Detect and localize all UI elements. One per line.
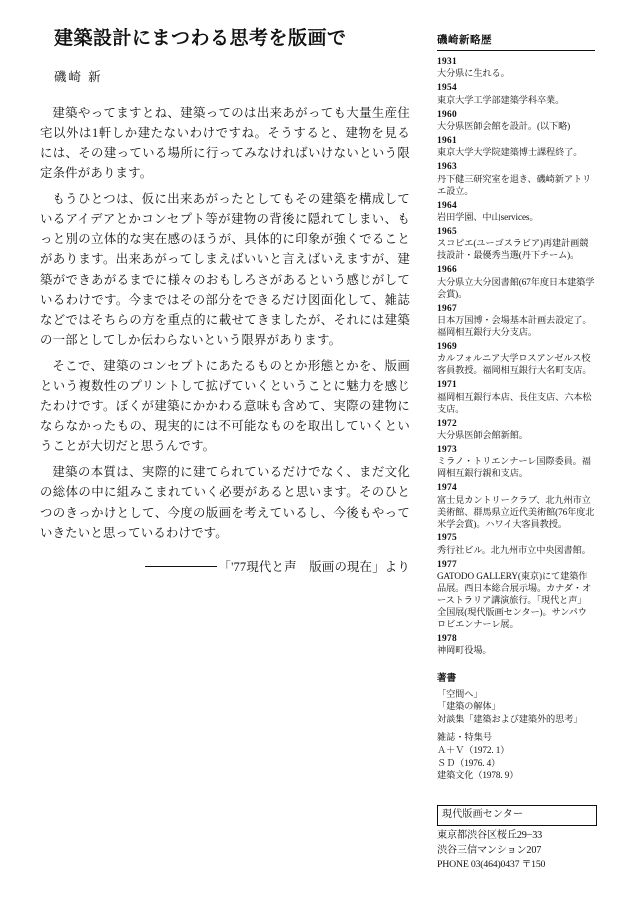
profile-column [437,34,595,782]
chrono-year: 1973 [437,444,457,455]
list-item [437,481,595,530]
chrono-text: ミラノ・トリエンナーレ国際委員。福岡相互銀行親和支店。 [437,456,591,479]
chrono-year: 1966 [437,265,457,276]
chrono-year: 1975 [437,533,457,544]
chrono-text: 丹下健三研究室を退き、磯崎新アトリエ設立。 [437,173,592,196]
publisher-name: 現代版画センター [437,805,597,825]
list-item [437,225,595,262]
chrono-text: スコピエ(ユーゴスラビア)再建計画競技設計・最優秀当選(丹下チーム)。 [437,238,589,261]
article-paragraph: 建築やってますとね、建築ってのは出来あがっても大量生産住宅以外は1軒しか建たないわけですね。そうすると、建物を見るには、その建っている場所に行ってみなければいけないという限定条件があります。 [40,105,410,181]
works-item: 対談集「建築および建築外的思考」 [437,713,583,724]
list-item [437,81,595,106]
chrono-text: 富士見カントリークラブ、北九州市立美術館、群馬県立近代美術館(76年度北米学会賞)。ハワイ大客員教授。 [437,494,595,529]
chrono-year: 1965 [437,226,457,237]
chrono-year: 1960 [437,109,457,120]
citation-rule [145,566,217,567]
chrono-year: 1972 [437,418,457,429]
publisher-block [437,805,597,873]
article-column [40,28,410,575]
chrono-year: 1964 [437,200,457,211]
works-item: 「空間へ」 [437,689,483,700]
chrono-year: 1971 [437,380,457,391]
chrono-year: 1961 [437,135,457,146]
list-item [437,340,595,377]
chrono-text: 福岡相互銀行本店、長住支店、六本松支店。 [437,391,592,414]
publisher-address-line-2: 渋谷三信マンション207 [437,844,542,856]
chrono-text: GATODO GALLERY(東京)にて建築作品展。西日本総合展示場。カナダ・オーストラリア講演旅行。「現代と声」全国展(現代版画センター)。サンパウロビエンナーレ展。 [437,571,592,630]
chrono-text: カルフォルニア大学ロスアンゼルス校客員教授。福岡相互銀行大名町支店。 [437,353,592,376]
chrono-text: 大分県医師会館を設計。(以下略) [437,120,571,131]
chrono-year: 1969 [437,341,457,352]
page-title: 建築設計にまつわる思考を版画で [54,28,347,49]
list-item [437,417,595,442]
works-section [437,673,595,781]
works-item: 「建築の解体」 [437,701,501,712]
list-item [437,443,595,480]
source-citation [40,557,410,575]
publisher-contact [437,825,597,873]
chrono-text: 日本万国博・会場基本計画去設定了。福岡相互銀行大分支店。 [437,315,592,337]
magazine-item: Ａ＋Ｖ（1972. 1） [437,745,510,756]
list-item [437,160,595,197]
works-heading: 著書 [437,673,457,685]
magazine-item: ＳＤ（1976. 4） [437,757,501,768]
list-item [437,263,595,300]
list-item [437,378,595,415]
magazine-item: 建築文化（1978. 9） [437,770,519,781]
list-item [437,302,595,339]
chrono-text: 岩田学園、中山services。 [437,212,539,223]
chrono-text: 大分県立大分図書館(67年度日本建築学会賞)。 [437,276,595,299]
citation-text: 「'77現代と声 版画の現在」より [218,559,410,574]
article-paragraph: 建築の本質は、実際的に建てられているだけでなく、まだ文化の総体の中に組みこまれていく必要があると思います。そのひとつのきっかけとして、今度の版画を考えているし、今後もやっていきたいと思っているわけです。 [40,465,410,540]
list-item [437,632,595,657]
list-item [437,558,595,631]
chrono-year: 1977 [437,559,457,570]
publisher-phone: PHONE 03(464)0437 〒150 [437,859,546,871]
chrono-year: 1963 [437,162,457,173]
chrono-text: 東京大学工学部建築学科卒業。 [437,94,565,105]
chrono-text: 神岡町役場。 [437,645,492,656]
chrono-year: 1967 [437,303,457,314]
publisher-address-line-1: 東京都渋谷区桜丘29−33 [437,829,543,841]
chrono-text: 大分県医師会館新館。 [437,429,528,440]
list-item [437,199,595,224]
chrono-text: 大分県に生れる。 [437,68,510,79]
author-name: 磯崎 新 [54,69,103,84]
list-item [437,108,595,133]
list-item [437,55,595,80]
chrono-year: 1978 [437,634,457,644]
list-item [437,531,595,556]
chrono-year: 1954 [437,83,457,94]
chrono-year: 1974 [437,483,457,494]
list-item [437,134,595,159]
profile-heading: 磯崎新略歴 [437,34,595,51]
chrono-year: 1931 [437,56,457,67]
article-paragraph: そこで、建築のコンセプトにあたるものとか形態とかを、版画という複数性のプリントして拡げていくということに魅力を感じたわけです。ぼくが建築にかかわる意味も含めて、実際の建物にならなかったもの、現実的には不可能なものを取出していくということが大切だと思うんです。 [40,358,410,454]
magazine-heading: 雑誌・特集号 [437,732,493,743]
article-paragraph: もうひとつは、仮に出来あがったとしてもその建築を構成しているアイデアとかコンセプト等が建物の背後に隠れてしまい、もっと別の立体的な実在感のほうが、具体的に印象が強くでることがあります。出来あがってしまえばいいと言えばいえますが、建築ができあがるまでに様々のおもしろさがあるという感じがしているわけです。今まではその部分をできるだけ図面化して、雑誌などではそちらの方を重点的に載せてきましたが、それには建築の一部としてしか伝わらないという限界があります。 [40,192,410,347]
chrono-text: 東京大学大学院建築博士課程終了。 [437,147,583,158]
chrono-text: 秀行社ビル。北九州市立中央図書館。 [437,544,591,555]
